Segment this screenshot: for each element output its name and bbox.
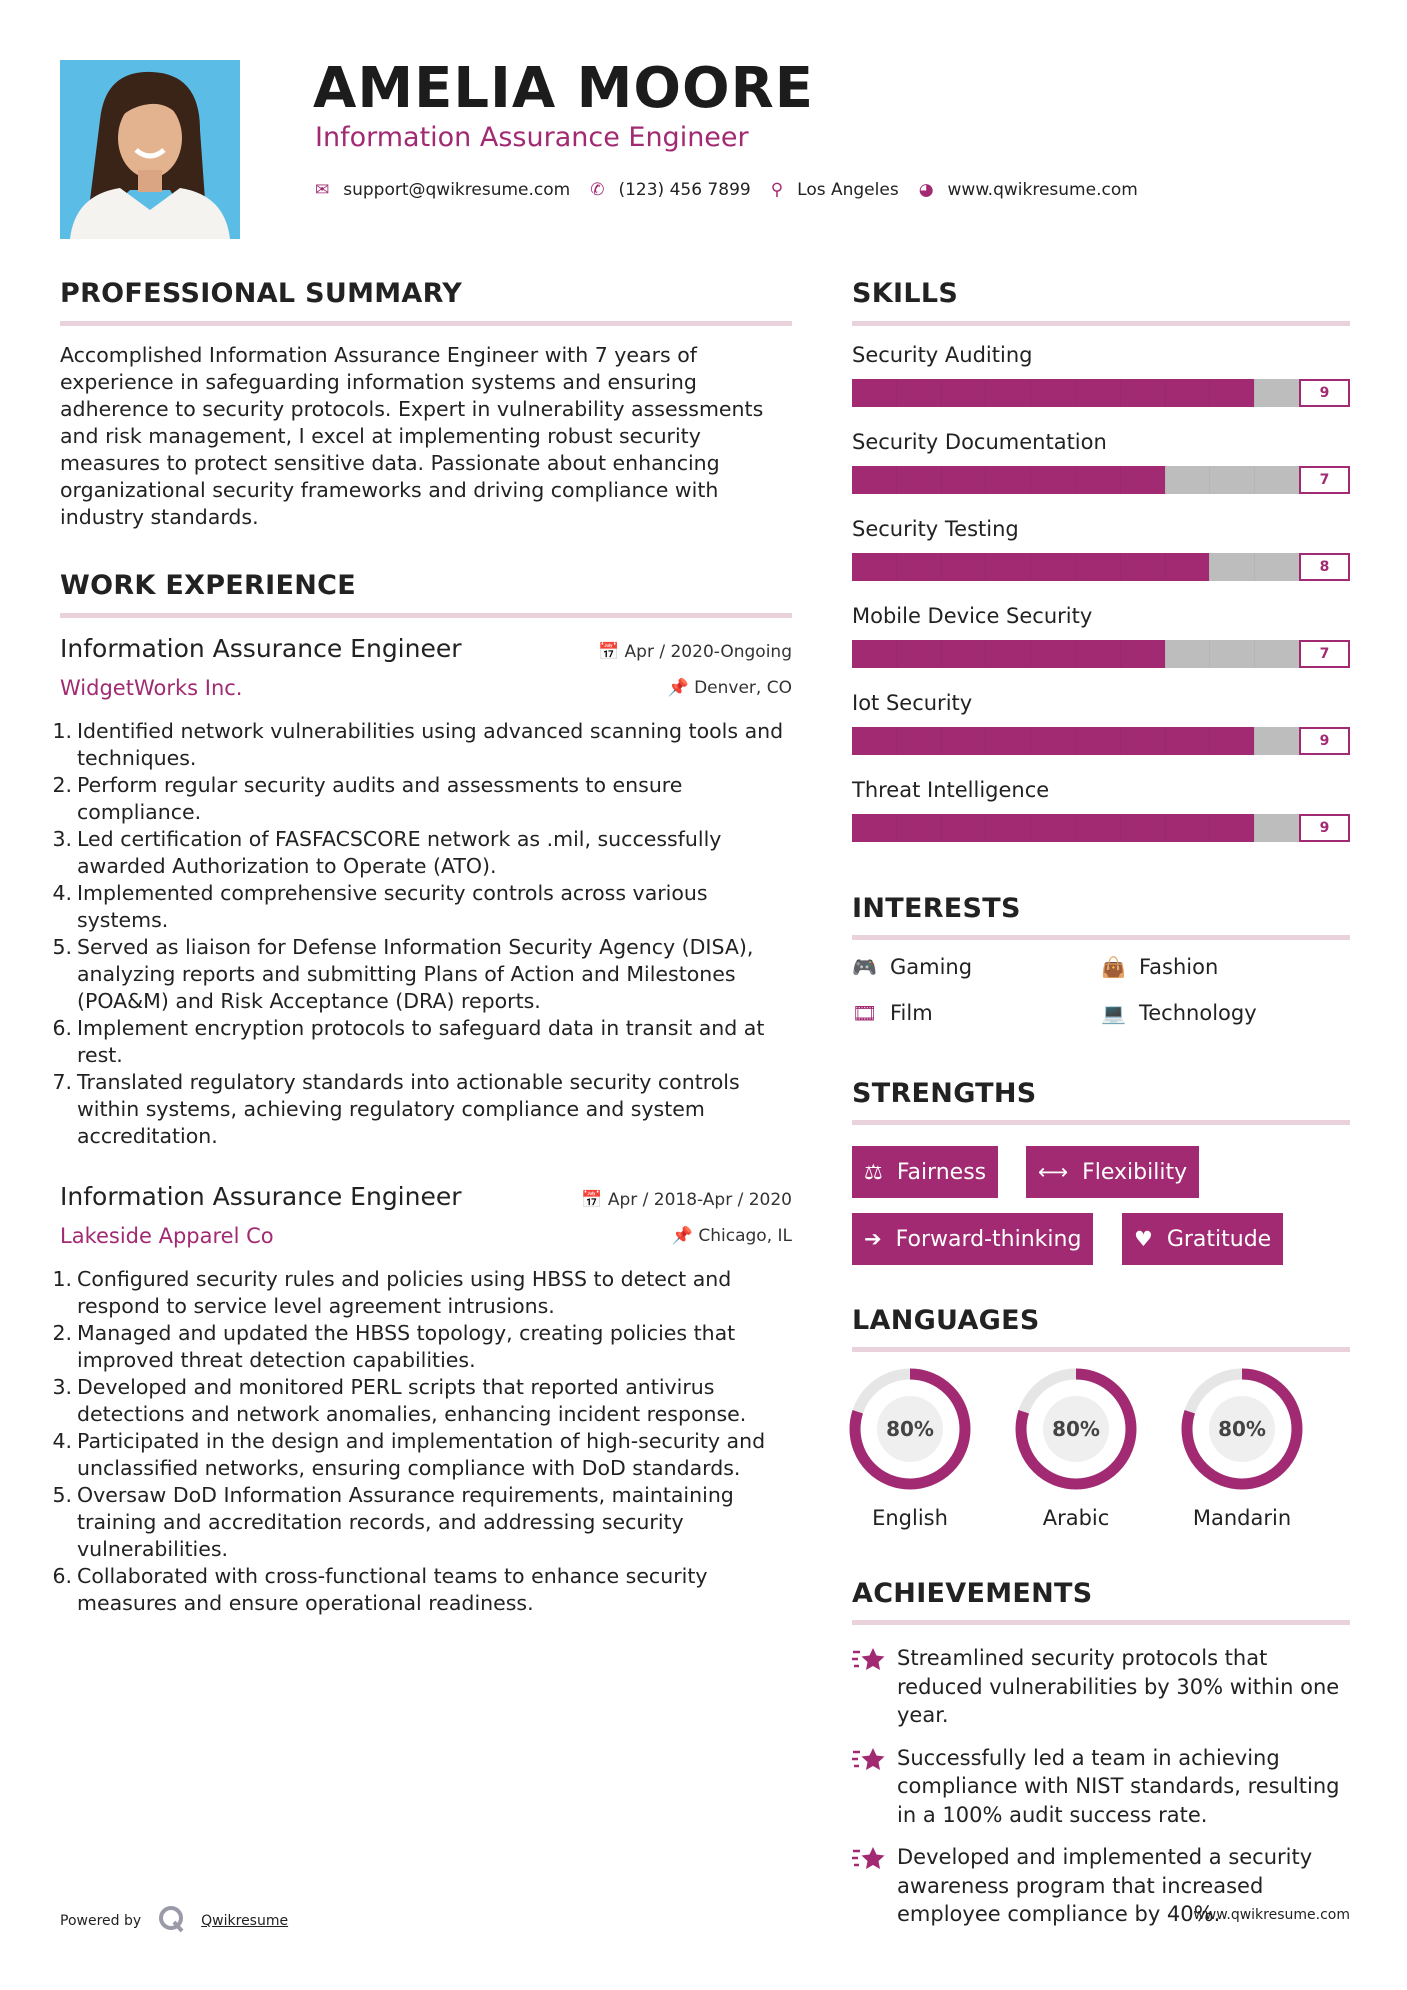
strength-label: Fairness (896, 1159, 987, 1185)
skill-segment (985, 379, 1030, 407)
bullet-item (50, 1015, 792, 1069)
job-entry (52, 1182, 792, 1617)
languages-heading: LANGUAGES (852, 1305, 1040, 1336)
strength-label: Forward-thinking (895, 1226, 1082, 1252)
skill-bar-row (852, 814, 1350, 842)
language-name: Mandarin (1192, 1506, 1292, 1530)
skill-segment (1120, 379, 1165, 407)
skill-score: 7 (1299, 466, 1350, 494)
bullet-item (50, 1320, 792, 1374)
skill-item (852, 604, 1350, 668)
achievement-text: Successfully led a team in achieving compliance with NIST standards, resulting in a 100% audit success rate. (897, 1745, 1340, 1827)
skill-bar (852, 727, 1299, 755)
bullet-item (50, 1482, 792, 1563)
interest-label: Technology (1139, 1001, 1257, 1025)
skill-segment (941, 640, 986, 668)
skill-segment (1030, 466, 1075, 494)
skill-score: 8 (1299, 553, 1350, 581)
summary-text: Accomplished Information Assurance Engineer with 7 years of experience in safeguarding information systems and ensuring adherence to security protocols. Expert in vulnerability assessments and risk management, I excel at implementing robust security measures to protect sensitive data. Passionate about enhancing organizational security frameworks and driving compliance with industry standards. (60, 343, 764, 529)
powered-by-label: Powered by (60, 1913, 142, 1929)
interest-item (852, 1001, 933, 1025)
interest-label: Film (890, 1001, 933, 1025)
job-company: WidgetWorks Inc. (60, 676, 243, 700)
skill-segment (1209, 727, 1254, 755)
skill-bar (852, 553, 1299, 581)
skill-segment (1209, 814, 1254, 842)
skill-segment (1254, 640, 1299, 668)
shooting-star-icon (852, 1646, 886, 1682)
skill-bar (852, 814, 1299, 842)
contact-bar (315, 180, 1158, 200)
arrows-horizontal-icon: ⟷ (1038, 1160, 1069, 1184)
skill-segment (985, 553, 1030, 581)
calendar-icon: 📅 (597, 642, 625, 662)
experience-heading: WORK EXPERIENCE (60, 570, 356, 601)
skill-segment (852, 640, 896, 668)
skill-segment (896, 814, 941, 842)
gauge-percent: 80% (886, 1417, 934, 1441)
skill-segment (1075, 640, 1120, 668)
skill-score: 9 (1299, 379, 1350, 407)
skill-segment (1254, 814, 1299, 842)
bullet-number: 2. (52, 1321, 72, 1345)
interests-list (852, 955, 1350, 1045)
summary-divider (60, 321, 792, 326)
skill-name: Security Documentation (852, 430, 1107, 454)
job-dates: Apr / 2018-Apr / 2020 (607, 1190, 792, 1210)
job-title: Information Assurance Engineer (60, 634, 462, 663)
skill-segment (1165, 466, 1210, 494)
bullet-number: 3. (52, 1375, 72, 1399)
skill-segment (1209, 379, 1254, 407)
bullet-item (50, 1563, 792, 1617)
skill-bar-row (852, 466, 1350, 494)
calendar-icon: 📅 (581, 1190, 608, 1210)
bullet-text: Implement encryption protocols to safeguard data in transit and at rest. (77, 1016, 765, 1067)
qwikresume-link[interactable]: Qwikresume (201, 1913, 289, 1929)
skill-score: 7 (1299, 640, 1350, 668)
job-entry (52, 634, 792, 1150)
skill-segment (1120, 640, 1165, 668)
skill-segment (1075, 379, 1120, 407)
skill-segment (1075, 553, 1120, 581)
candidate-name: AMELIA MOORE (313, 56, 814, 121)
skill-segment (1165, 640, 1210, 668)
bullet-number: 4. (52, 1429, 72, 1453)
bullet-number: 1. (52, 1267, 72, 1291)
map-pin-icon: ⚲ (770, 180, 784, 200)
contact-website[interactable]: www.qwikresume.com (947, 180, 1138, 200)
bullet-text: Developed and monitored PERL scripts that reported antivirus detections and network anomalies, enhancing incident response. (77, 1375, 747, 1426)
bullet-item (50, 1266, 792, 1320)
language-gauge (830, 1366, 990, 1494)
contact-email[interactable]: support@qwikresume.com (343, 180, 571, 200)
bullet-number: 6. (52, 1016, 72, 1040)
balance-scale-icon: ⚖ (864, 1160, 883, 1184)
skills-divider (852, 321, 1350, 326)
arrow-right-icon: ➔ (864, 1227, 882, 1251)
gamepad-icon: 🎮 (852, 955, 877, 979)
skill-segment (1075, 466, 1120, 494)
skill-segment (852, 379, 896, 407)
skill-segment (1030, 379, 1075, 407)
skill-segment (1120, 814, 1165, 842)
skill-segment (896, 553, 941, 581)
skill-segment (985, 814, 1030, 842)
interests-heading: INTERESTS (852, 893, 1021, 924)
skill-segment (941, 466, 986, 494)
interest-label: Fashion (1139, 955, 1219, 979)
strength-label: Flexibility (1082, 1159, 1188, 1185)
watermark-url: www.qwikresume.com (1193, 1907, 1350, 1923)
skill-segment (852, 814, 896, 842)
bullet-number: 6. (52, 1564, 72, 1588)
bullet-text: Implemented comprehensive security controls across various systems. (77, 881, 708, 932)
skill-segment (896, 379, 941, 407)
skill-segment (985, 466, 1030, 494)
profile-photo (60, 60, 240, 239)
skill-name: Mobile Device Security (852, 604, 1093, 628)
skill-item (852, 430, 1350, 494)
pushpin-icon: 📌 (667, 678, 695, 698)
interest-item (1101, 955, 1218, 979)
gauge-percent: 80% (1052, 1417, 1100, 1441)
globe-icon: ◕ (918, 180, 934, 200)
bullet-item (50, 826, 792, 880)
bullet-number: 5. (52, 1483, 72, 1507)
skill-segment (852, 727, 896, 755)
skill-bar (852, 640, 1299, 668)
job-company: Lakeside Apparel Co (60, 1224, 274, 1248)
skill-segment (1075, 727, 1120, 755)
achievement-item (852, 1744, 1350, 1830)
job-bullets (50, 1266, 792, 1617)
phone-icon: ✆ (590, 180, 605, 200)
strength-chip (852, 1213, 1093, 1265)
skill-segment (1120, 466, 1165, 494)
skill-segment (1209, 553, 1254, 581)
gauge-percent: 80% (1218, 1417, 1266, 1441)
achievement-text: Developed and implemented a security awareness program that increased employee compliance by 40%. (897, 1845, 1313, 1926)
skill-segment (985, 727, 1030, 755)
skill-segment (941, 727, 986, 755)
skill-segment (1209, 466, 1254, 494)
skill-segment (1030, 727, 1075, 755)
qwikresume-logo-icon (157, 1904, 187, 1938)
strengths-list (852, 1146, 1350, 1271)
skill-segment (1165, 727, 1210, 755)
achievements-heading: ACHIEVEMENTS (852, 1578, 1093, 1609)
language-gauge (996, 1366, 1156, 1494)
skill-segment (1165, 814, 1210, 842)
bullet-text: Participated in the design and implementation of high-security and unclassified networks, ensuring compliance with DoD standards. (77, 1429, 766, 1480)
skill-name: Security Auditing (852, 343, 1033, 367)
bullet-text: Oversaw DoD Information Assurance requirements, maintaining training and accreditation records, and addressing security vulnerabilities. (77, 1483, 734, 1561)
skill-segment (941, 553, 986, 581)
skill-segment (896, 640, 941, 668)
shooting-star-icon (852, 1746, 886, 1782)
skill-bar-row (852, 553, 1350, 581)
candidate-title: Information Assurance Engineer (315, 122, 749, 153)
bullet-item (50, 1069, 792, 1150)
skill-segment (852, 553, 896, 581)
skill-bar (852, 466, 1299, 494)
bullet-item (50, 880, 792, 934)
skill-segment (1209, 640, 1254, 668)
pushpin-icon: 📌 (671, 1226, 699, 1246)
bullet-text: Collaborated with cross-functional teams to enhance security measures and ensure operational readiness. (77, 1564, 708, 1615)
language-name: Arabic (1042, 1506, 1110, 1530)
job-location: Chicago, IL (698, 1226, 792, 1246)
skill-name: Threat Intelligence (852, 778, 1050, 802)
achievement-text: Streamlined security protocols that reduced vulnerabilities by 30% within one year. (897, 1646, 1340, 1727)
strengths-divider (852, 1120, 1350, 1125)
shopping-bag-icon: 👜 (1101, 955, 1126, 979)
contact-location: Los Angeles (797, 180, 899, 200)
skill-bar-row (852, 640, 1350, 668)
bullet-number: 7. (52, 1070, 72, 1094)
skill-segment (1254, 727, 1299, 755)
bullet-text: Configured security rules and policies using HBSS to detect and respond to service level agreement intrusions. (77, 1267, 732, 1318)
skill-segment (1030, 640, 1075, 668)
skills-heading: SKILLS (852, 278, 959, 309)
skill-bar-row (852, 727, 1350, 755)
achievements-list (852, 1644, 1350, 1943)
skill-bar (852, 379, 1299, 407)
languages-divider (852, 1347, 1350, 1352)
skill-item (852, 778, 1350, 842)
skill-item (852, 343, 1350, 407)
strengths-heading: STRENGTHS (852, 1078, 1037, 1109)
interests-divider (852, 935, 1350, 940)
skill-segment (1120, 553, 1165, 581)
bullet-item (50, 1374, 792, 1428)
bullet-number: 5. (52, 935, 72, 959)
strength-chip (852, 1146, 998, 1198)
shooting-star-icon (852, 1845, 886, 1881)
bullet-item (50, 934, 792, 1015)
experience-divider (60, 613, 792, 618)
skill-segment (1254, 379, 1299, 407)
summary-heading: PROFESSIONAL SUMMARY (60, 278, 463, 309)
skill-segment (941, 379, 986, 407)
skill-segment (1254, 466, 1299, 494)
skill-segment (896, 466, 941, 494)
bullet-number: 3. (52, 827, 72, 851)
achievement-item (852, 1644, 1350, 1730)
skill-segment (1120, 727, 1165, 755)
job-bullets (50, 718, 792, 1150)
bullet-text: Led certification of FASFACSCORE network as .mil, successfully awarded Authorization to Operate (ATO). (77, 827, 722, 878)
bullet-text: Managed and updated the HBSS topology, creating policies that improved threat detection capabilities. (77, 1321, 736, 1372)
bullet-item (50, 772, 792, 826)
skill-segment (1165, 379, 1210, 407)
bullet-text: Perform regular security audits and assessments to ensure compliance. (77, 773, 683, 824)
skill-segment (1030, 553, 1075, 581)
interest-label: Gaming (890, 955, 973, 979)
skill-segment (1254, 553, 1299, 581)
heart-icon: ♥ (1134, 1227, 1153, 1251)
bullet-text: Translated regulatory standards into actionable security controls within systems, achieving regulatory compliance and system accreditation. (77, 1070, 740, 1148)
skill-segment (852, 466, 896, 494)
language-name: English (872, 1506, 948, 1530)
skill-segment (985, 640, 1030, 668)
strength-chip (1122, 1213, 1283, 1265)
skill-score: 9 (1299, 727, 1350, 755)
skill-score: 9 (1299, 814, 1350, 842)
job-location: Denver, CO (694, 678, 792, 698)
bullet-number: 4. (52, 881, 72, 905)
bullet-number: 1. (52, 719, 72, 743)
job-title: Information Assurance Engineer (60, 1182, 462, 1211)
language-gauge (1162, 1366, 1322, 1494)
languages-list (852, 1366, 1350, 1536)
interest-item (1101, 1001, 1257, 1025)
film-icon: 🎞 (852, 1001, 878, 1025)
skill-segment (941, 814, 986, 842)
skill-bar-row (852, 379, 1350, 407)
skill-name: Iot Security (852, 691, 973, 715)
bullet-item (50, 1428, 792, 1482)
strength-label: Gratitude (1166, 1226, 1272, 1252)
skill-segment (1165, 553, 1210, 581)
footer-powered (60, 1904, 288, 1938)
bullet-number: 2. (52, 773, 72, 797)
job-dates: Apr / 2020-Ongoing (624, 642, 792, 662)
bullet-text: Served as liaison for Defense Information Security Agency (DISA), analyzing reports and submitting Plans of Action and Milestones (POA&M) and Risk Acceptance (DRA) reports. (77, 935, 754, 1013)
skill-segment (1075, 814, 1120, 842)
language-item (996, 1366, 1156, 1530)
interest-item (852, 955, 972, 979)
skill-item (852, 517, 1350, 581)
language-item (1162, 1366, 1322, 1530)
achievements-divider (852, 1620, 1350, 1625)
bullet-item (50, 718, 792, 772)
bullet-text: Identified network vulnerabilities using advanced scanning tools and techniques. (77, 719, 784, 770)
language-item (830, 1366, 990, 1530)
skill-segment (1030, 814, 1075, 842)
skill-item (852, 691, 1350, 755)
skill-name: Security Testing (852, 517, 1019, 541)
strength-chip (1026, 1146, 1199, 1198)
skill-segment (896, 727, 941, 755)
envelope-icon: ✉ (315, 180, 330, 200)
laptop-icon: 💻 (1101, 1001, 1126, 1025)
contact-phone[interactable]: (123) 456 7899 (618, 180, 751, 200)
